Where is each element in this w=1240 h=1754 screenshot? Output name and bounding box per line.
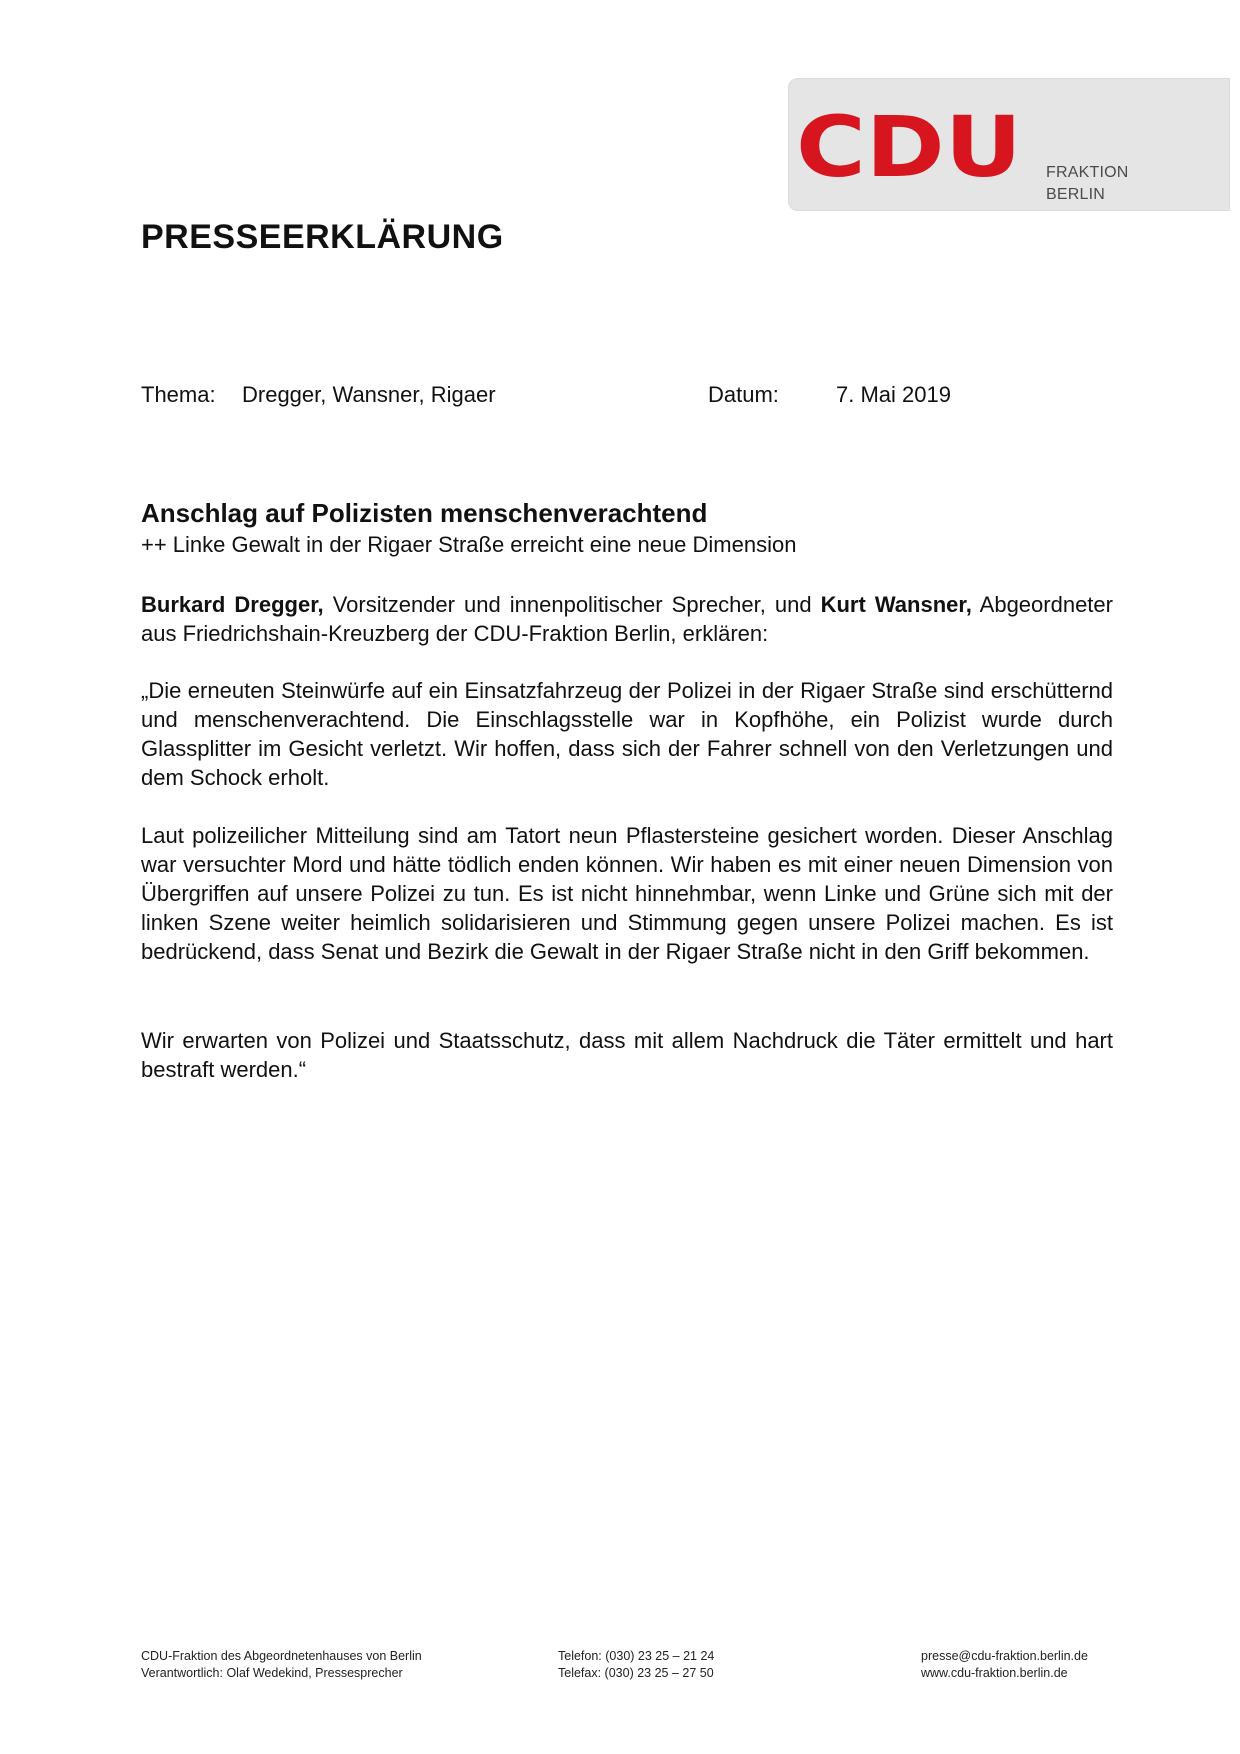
svg-text:CDU: CDU bbox=[796, 110, 1022, 184]
cdu-fraktion-logo bbox=[788, 78, 1230, 211]
footer-responsible: Verantwortlich: Olaf Wedekind, Pressesprecher bbox=[141, 1666, 403, 1680]
speaker-name-dregger: Burkard Dregger, bbox=[141, 592, 324, 617]
footer-phone: Telefon: (030) 23 25 – 21 24 bbox=[558, 1649, 715, 1663]
footer-online bbox=[921, 1648, 1088, 1682]
meta-row bbox=[141, 380, 1141, 410]
document-title: PRESSEERKLÄRUNG bbox=[141, 218, 504, 256]
thema-value: Dregger, Wansner, Rigaer bbox=[242, 382, 496, 407]
datum-label: Datum: bbox=[708, 382, 779, 407]
body-paragraph: Laut polizeilicher Mitteilung sind am Tatort neun Pflastersteine gesichert worden. Dieser Anschlag war versuchter Mord und hätte tödlich enden können. Wir haben es mit einer neuen Dimension von Übergriffen auf unsere Polizei zu tun. Es ist nicht hinnehmbar, wenn Linke und Grüne sich mit der linken Szene weiter heimlich solidarisieren und Stimmung gegen unsere Polizei machen. Es ist bedrückend, dass Senat und Bezirk die Gewalt in der Rigaer Straße nicht in den Griff bekommen. bbox=[141, 823, 1113, 964]
thema-label: Thema: bbox=[141, 382, 216, 407]
body-paragraph: Wir erwarten von Polizei und Staatsschutz, dass mit allem Nachdruck die Täter ermittelt und hart bestraft werden.“ bbox=[141, 1028, 1113, 1082]
logo-subtitle-line1: FRAKTION bbox=[1046, 164, 1129, 181]
intro-paragraph bbox=[141, 590, 1113, 648]
logo-subtitle-line2: BERLIN bbox=[1046, 186, 1105, 203]
footer-website: www.cdu-fraktion.berlin.de bbox=[921, 1666, 1068, 1680]
body-paragraph: „Die erneuten Steinwürfe auf ein Einsatzfahrzeug der Polizei in der Rigaer Straße sind erschütternd und menschenverachtend. Die Einschlagsstelle war in Kopfhöhe, ein Polizist wurde durch Glassplitter im Gesicht verletzt. Wir hoffen, dass sich der Fahrer schnell von den Verletzungen und dem Schock erholt. bbox=[141, 678, 1113, 790]
intro-text-2: Abgeordneter aus Friedrichshain-Kreuzberg der CDU-Fraktion Berlin, erklären: bbox=[141, 592, 1113, 646]
subheadline: ++ Linke Gewalt in der Rigaer Straße erreicht eine neue Dimension bbox=[141, 532, 797, 557]
footer-fax: Telefax: (030) 23 25 – 27 50 bbox=[558, 1666, 714, 1680]
footer-contact-numbers bbox=[558, 1648, 714, 1682]
footer-email: presse@cdu-fraktion.berlin.de bbox=[921, 1649, 1088, 1663]
speaker-name-wansner: Kurt Wansner, bbox=[820, 592, 972, 617]
cdu-logo-wordmark bbox=[796, 110, 1024, 184]
footer-org-name: CDU-Fraktion des Abgeordnetenhauses von Berlin bbox=[141, 1649, 422, 1663]
headline: Anschlag auf Polizisten menschenverachtend bbox=[141, 498, 708, 528]
footer-organization bbox=[141, 1648, 422, 1682]
datum-value: 7. Mai 2019 bbox=[836, 382, 951, 407]
intro-text-1: Vorsitzender und innenpolitischer Sprecher, und bbox=[323, 592, 821, 617]
logo-subtitle bbox=[1046, 162, 1129, 206]
